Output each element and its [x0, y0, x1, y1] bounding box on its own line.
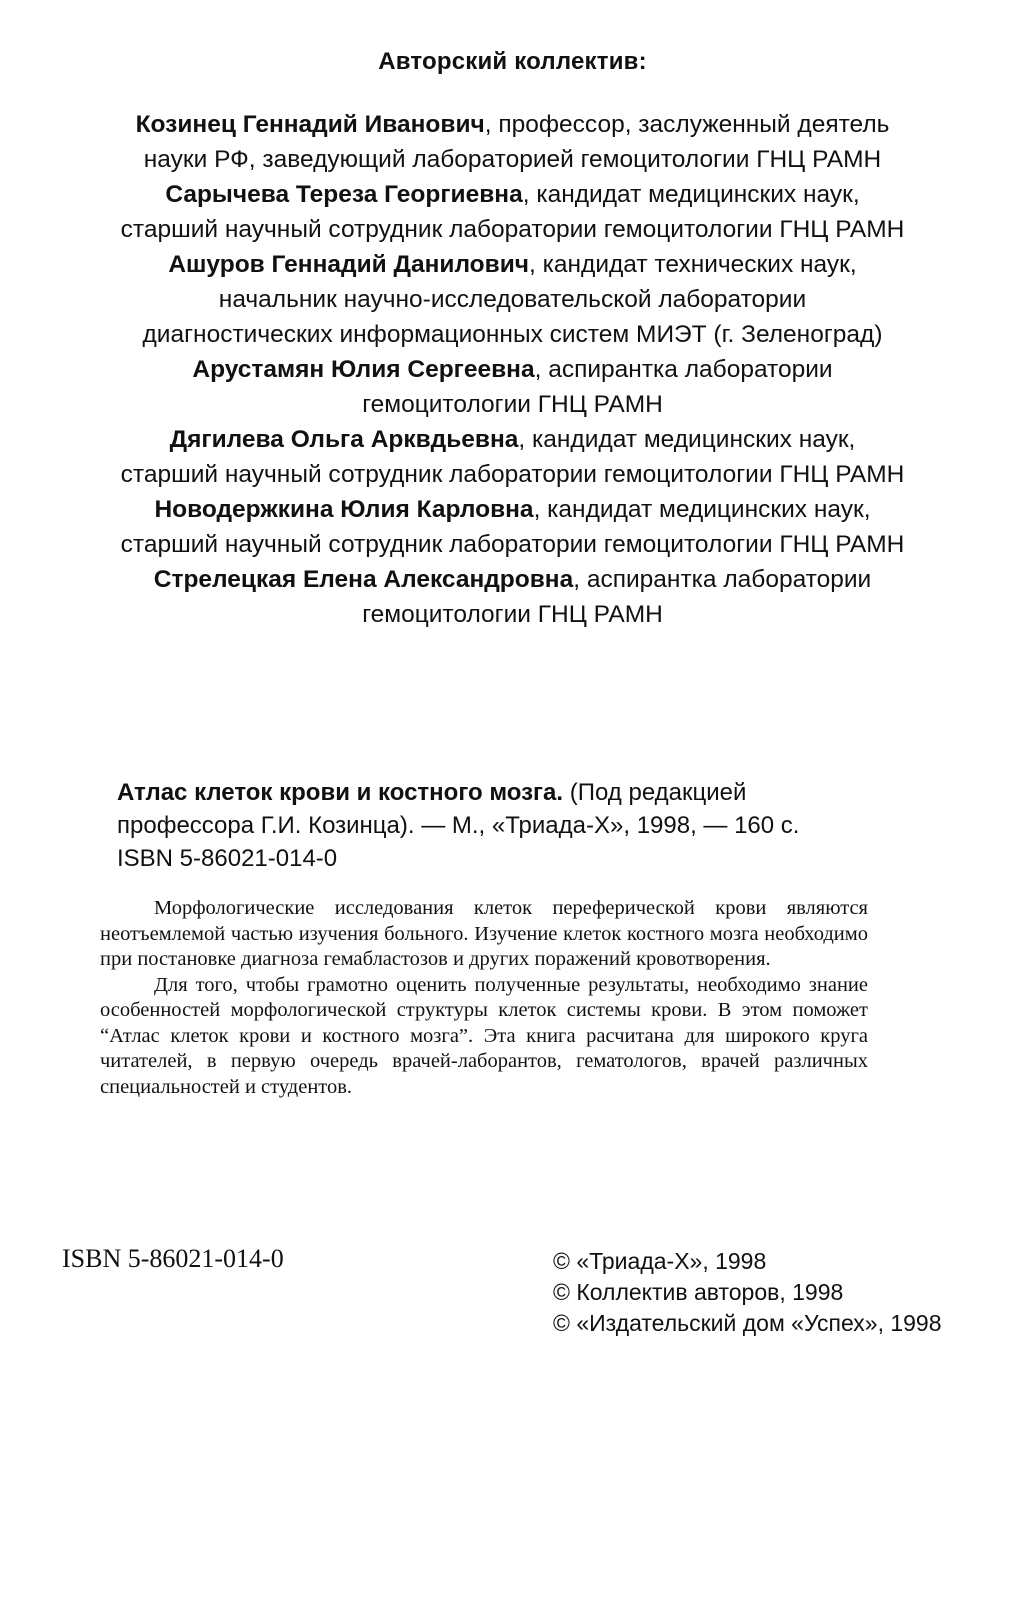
author-line — [30, 352, 995, 387]
author-line — [30, 422, 995, 457]
author-title: , аспирантка лаборатории — [573, 566, 872, 593]
biblio-isbn: ISBN 5-86021-014-0 — [117, 845, 338, 872]
author-name: Арустамян Юлия Сергеевна — [192, 356, 535, 383]
author-line — [30, 562, 995, 597]
author-name: Сарычева Тереза Георгиевна — [165, 181, 523, 208]
authors-list — [30, 107, 995, 632]
author-title: , кандидат медицинских наук, — [518, 426, 856, 453]
author-line — [30, 247, 995, 282]
author-title: , профессор, заслуженный деятель — [484, 111, 890, 138]
author-name: Новодержкина Юлия Карловна — [154, 496, 534, 523]
copyright-line: © «Издательский дом «Успех», 1998 — [553, 1310, 942, 1336]
abstract-paragraph: Для того, чтобы грамотно оценить полученные результаты, необходимо знание особенностей морфологической структуры клеток системы крови. В этом поможет “Атлас клеток крови и костного мозга”. Эта книга расчитана для широкого круга читателей, в первую очередь врачей-лаборантов, гематологов, врачей различных специальностей и студентов. — [100, 973, 868, 1098]
author-name: Дягилева Ольга Арквдьевна — [169, 426, 519, 453]
author-title-line: гемоцитологии ГНЦ РАМН — [362, 391, 663, 418]
author-line — [30, 107, 995, 142]
authors-heading: Авторский коллектив: — [378, 48, 647, 75]
author-title-line: начальник научно-исследовательской лаборатории — [218, 286, 807, 313]
author-name: Козинец Геннадий Иванович — [135, 111, 485, 138]
copyright-line: © Коллектив авторов, 1998 — [553, 1279, 844, 1305]
abstract-paragraph: Морфологические исследования клеток переферической крови являются неотъемлемой частью изучения больного. Изучение клеток костного мозга необходимо при постановке диагноза гемабластозов и других поражений кровотворения. — [100, 897, 868, 970]
author-name: Ашуров Геннадий Данилович — [168, 251, 529, 278]
copyright-line: © «Триада-Х», 1998 — [553, 1248, 767, 1274]
author-line — [30, 177, 995, 212]
author-title: , аспирантка лаборатории — [534, 356, 833, 383]
author-title-line: старший научный сотрудник лаборатории гемоцитологии ГНЦ РАМН — [120, 216, 905, 243]
isbn-number: ISBN 5-86021-014-0 — [62, 1244, 284, 1273]
copyright-block — [553, 1246, 942, 1339]
author-name: Стрелецкая Елена Александровна — [153, 566, 574, 593]
author-title: , кандидат медицинских наук, — [522, 181, 860, 208]
publication-details: профессора Г.И. Козинца). — М., «Триада-Х», 1998, — 160 с. — [117, 812, 800, 839]
editor-note: (Под редакцией — [563, 779, 747, 806]
author-title-line: старший научный сотрудник лаборатории гемоцитологии ГНЦ РАМН — [120, 461, 905, 488]
bibliographic-record — [117, 776, 917, 875]
author-title: , кандидат технических наук, — [529, 251, 857, 278]
author-line — [30, 492, 995, 527]
author-title-line: диагностических информационных систем МИЭТ (г. Зеленоград) — [142, 321, 883, 348]
book-title: Атлас клеток крови и костного мозга. — [117, 779, 564, 806]
author-title: , кандидат медицинских наук, — [533, 496, 871, 523]
author-title-line: гемоцитологии ГНЦ РАМН — [362, 601, 663, 628]
abstract — [100, 896, 868, 1100]
biblio-line — [117, 776, 917, 809]
author-title-line: старший научный сотрудник лаборатории гемоцитологии ГНЦ РАМН — [120, 531, 905, 558]
author-title-line: науки РФ, заведующий лабораторией гемоцитологии ГНЦ РАМН — [143, 146, 882, 173]
